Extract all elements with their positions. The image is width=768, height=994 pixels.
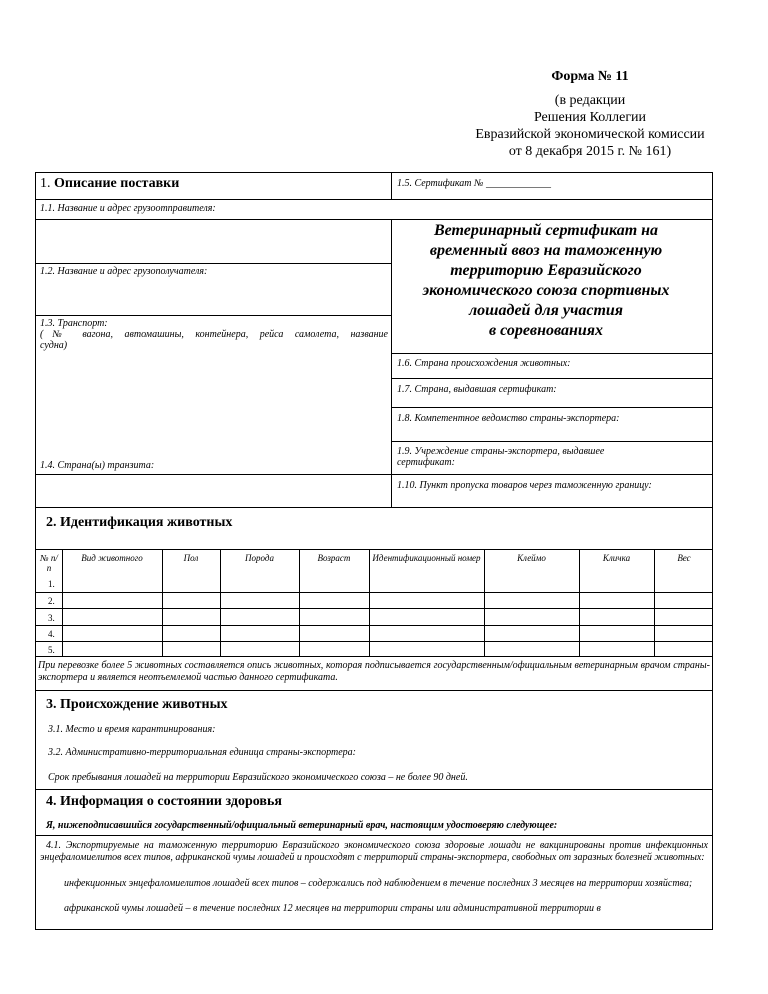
form-number: Форма № 11 — [551, 69, 629, 84]
table-row: 1. — [48, 579, 55, 589]
field-3-2-admin-unit[interactable]: 3.2. Административно-территориальная единица страны-экспортера: — [48, 747, 356, 758]
section4-heading: 4. Информация о состоянии здоровья — [46, 794, 282, 809]
column-header-sex: Пол — [183, 553, 199, 563]
column-header-breed: Порода — [245, 553, 274, 563]
paragraph-4-1-encephalomyelitis: инфекционных энцефаломиелитов лошадей всех типов – содержались под наблюдением в течение последних 3 месяцев на территории хозяйства; — [64, 878, 693, 889]
column-header-number: № п/п — [40, 553, 58, 573]
section3-heading: 3. Происхождение животных — [46, 697, 228, 712]
animals-list-note: При перевозке более 5 животных составляется опись животных, которая подписывается государственным/официальным ветеринарным врачом страны-экспортера и является неотъемлемой частью данного сертификата. — [38, 660, 710, 683]
paragraph-4-1-african-horse-sickness: африканской чумы лошадей – в течение последних 12 месяцев на территории страны или административной территории в — [64, 903, 601, 914]
column-header-species: Вид животного — [81, 553, 143, 563]
column-header-weight: Вес — [677, 553, 691, 563]
field-1-7-issuing-country[interactable]: 1.7. Страна, выдавшая сертификат: — [397, 384, 557, 395]
field-1-3-transport[interactable]: 1.3. Транспорт: (№ вагона, автомашины, контейнера, рейса самолета, название судна) — [40, 318, 388, 351]
column-header-name: Кличка — [602, 553, 631, 563]
field-1-6-origin-country[interactable]: 1.6. Страна происхождения животных: — [397, 358, 571, 369]
field-1-1-consignor[interactable]: 1.1. Название и адрес грузоотправителя: — [40, 203, 216, 214]
field-1-5-certificate-number[interactable]: 1.5. Сертификат № _____________ — [397, 178, 551, 189]
column-header-brand: Клеймо — [517, 553, 546, 563]
section2-heading: 2. Идентификация животных — [46, 515, 233, 530]
edition-line: от 8 декабря 2015 г. № 161) — [508, 144, 672, 159]
field-3-1-quarantine[interactable]: 3.1. Место и время карантинирования: — [48, 724, 216, 735]
paragraph-4-1: 4.1. Экспортируемые на таможенную территорию Евразийского экономического союза здоровые лошади не вакцинированы против инфекционных энцефаломиелитов всех типов, африканской чумы лошадей и происходят с территорий страны-экспортера, свободных от заразных болезней животных: — [40, 840, 708, 863]
certificate-title: Ветеринарный сертификат на временный ввоз на таможенную территорию Евразийского экономического союза спортивных лошадей для участия в соревнованиях — [422, 222, 670, 339]
column-header-id-number: Идентификационный номер — [372, 553, 481, 563]
stay-duration-note: Срок пребывания лошадей на территории Евразийского экономического союза – не более 90 дней. — [48, 772, 468, 783]
table-row: 5. — [48, 645, 55, 655]
field-1-10-border-crossing[interactable]: 1.10. Пункт пропуска товаров через таможенную границу: — [397, 480, 652, 491]
table-row: 3. — [48, 613, 55, 623]
table-row: 4. — [48, 629, 55, 639]
edition-line: Решения Коллегии — [533, 110, 647, 125]
section1-heading: 1. Описание поставки — [40, 176, 180, 191]
edition-line: (в редакции — [554, 93, 626, 108]
vet-declaration: Я, нижеподписавшийся государственный/официальный ветеринарный врач, настоящим удостоверяю следующее: — [46, 820, 558, 831]
certificate-form — [35, 172, 713, 930]
field-1-8-competent-authority[interactable]: 1.8. Компетентное ведомство страны-экспортера: — [397, 413, 620, 424]
column-header-age: Возраст — [317, 553, 351, 563]
table-row: 2. — [48, 596, 55, 606]
field-1-9-issuing-institution[interactable]: 1.9. Учреждение страны-экспортера, выдавшее сертификат: — [397, 446, 605, 468]
edition-line: Евразийской экономической комиссии — [475, 127, 705, 142]
field-1-4-transit-countries[interactable]: 1.4. Страна(ы) транзита: — [40, 460, 155, 471]
form-header — [440, 68, 740, 160]
field-1-2-consignee[interactable]: 1.2. Название и адрес грузополучателя: — [40, 266, 208, 277]
